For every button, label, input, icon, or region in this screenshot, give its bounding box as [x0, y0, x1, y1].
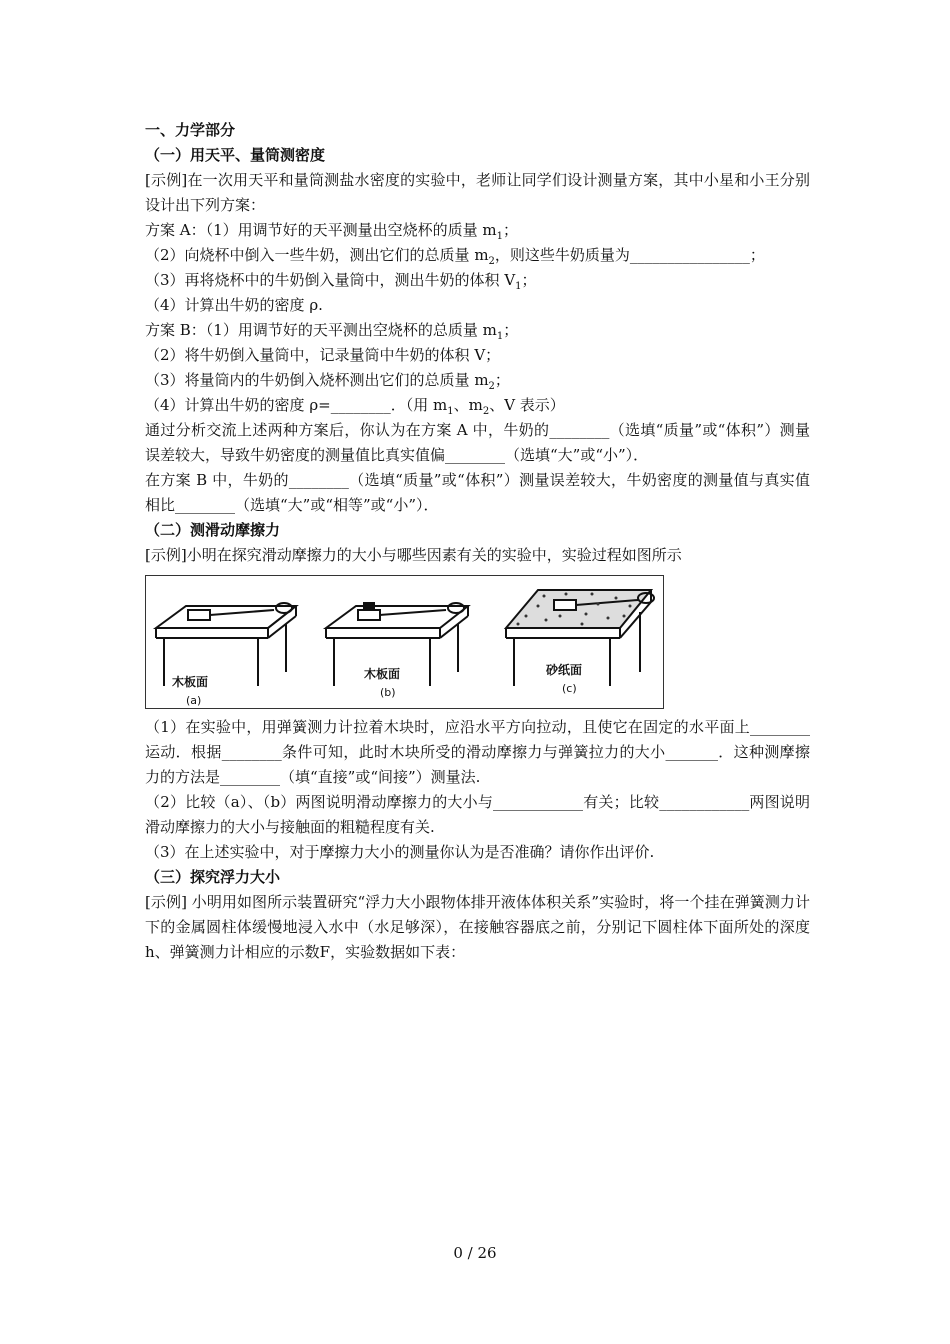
question-1: （1）在实验中，用弹簧测力计拉着木块时，应沿水平方向拉动，且使它在固定的水平面上________运动．根据________条件可知，此时木块所受的滑动摩擦力与弹簧拉力的大小_______．这种测摩擦力的方法是________（填“直接”或“间接”）测量法. [145, 718, 810, 786]
plan-b-line-3: （3）将量筒内的牛奶倒入烧杯测出它们的总质量 $m_2$； [145, 371, 510, 392]
sub3-heading: （三）探究浮力大小 [145, 868, 281, 886]
plan-a-line-3: （3）再将烧杯中的牛奶倒入量筒中，测出牛奶的体积 $V_1$； [145, 271, 537, 292]
question-3: （3）在上述实验中，对于摩擦力大小的测量你认为是否准确？请你作出评价. [145, 843, 655, 861]
plan-a-line-4: （4）计算出牛奶的密度 ρ. [145, 296, 323, 314]
plan-a-line-2: （2）向烧杯中倒入一些牛奶，测出它们的总质量 $m_2$，则这些牛奶质量为________________； [145, 246, 765, 267]
sub2-heading: （二）测滑动摩擦力 [145, 521, 281, 539]
figure-a-label: 木板面 [172, 675, 209, 689]
page-number: 0 / 26 [453, 1244, 497, 1262]
sub1-intro: [示例]在一次用天平和量筒测盐水密度的实验中，老师让同学们设计测量方案，其中小星和小王分别设计出下列方案： [145, 171, 810, 214]
friction-figure-drawing [146, 576, 663, 708]
analysis-paragraph-1: 通过分析交流上述两种方案后，你认为在方案 A 中，牛奶的________（选填“质量”或“体积”）测量误差较大，导致牛奶密度的测量值比真实值偏________（选填“大”或“小”）． [145, 421, 810, 464]
sub1-heading: （一）用天平、量筒测密度 [145, 146, 326, 164]
plan-b-line-2: （2）将牛奶倒入量筒中，记录量筒中牛奶的体积 V； [145, 346, 501, 364]
plan-b-line-1: 方案 B：（1）用调节好的天平测出空烧杯的总质量 $m_1$； [145, 321, 519, 342]
question-2: （2）比较（a）、（b）两图说明滑动摩擦力的大小与____________有关；比较____________两图说明滑动摩擦力的大小与接触面的粗糙程度有关. [145, 793, 810, 836]
plan-b-line-4: （4）计算出牛奶的密度 ρ=________．（用 $m_1$、$m_2$、V 表示） [145, 396, 565, 417]
figure-c-tag: (c) [562, 682, 577, 695]
figure-a-tag: (a) [186, 694, 202, 707]
figure-b-label: 木板面 [364, 667, 401, 681]
section-title: 一、力学部分 [145, 121, 236, 139]
plan-a-line-1: 方案 A：（1）用调节好的天平测量出空烧杯的质量 $m_1$； [145, 221, 519, 242]
figure-c-label: 砂纸面 [546, 663, 583, 677]
document-body [145, 118, 810, 965]
analysis-paragraph-2: 在方案 B 中，牛奶的________（选填“质量”或“体积”）测量误差较大，牛奶密度的测量值与真实值相比________（选填“大”或“相等”或“小”）． [145, 471, 810, 514]
friction-experiment-figure [145, 575, 664, 709]
figure-b-tag: (b) [380, 686, 396, 699]
sub2-intro: [示例]小明在探究滑动摩擦力的大小与哪些因素有关的实验中，实验过程如图所示 [145, 546, 682, 564]
sub3-intro: [示例] 小明用如图所示装置研究“浮力大小跟物体排开液体体积关系”实验时，将一个挂在弹簧测力计下的金属圆柱体缓慢地浸入水中（水足够深），在接触容器底之前，分别记下圆柱体下面所处的深度h、弹簧测力计相应的示数F，实验数据如下表： [145, 893, 810, 961]
